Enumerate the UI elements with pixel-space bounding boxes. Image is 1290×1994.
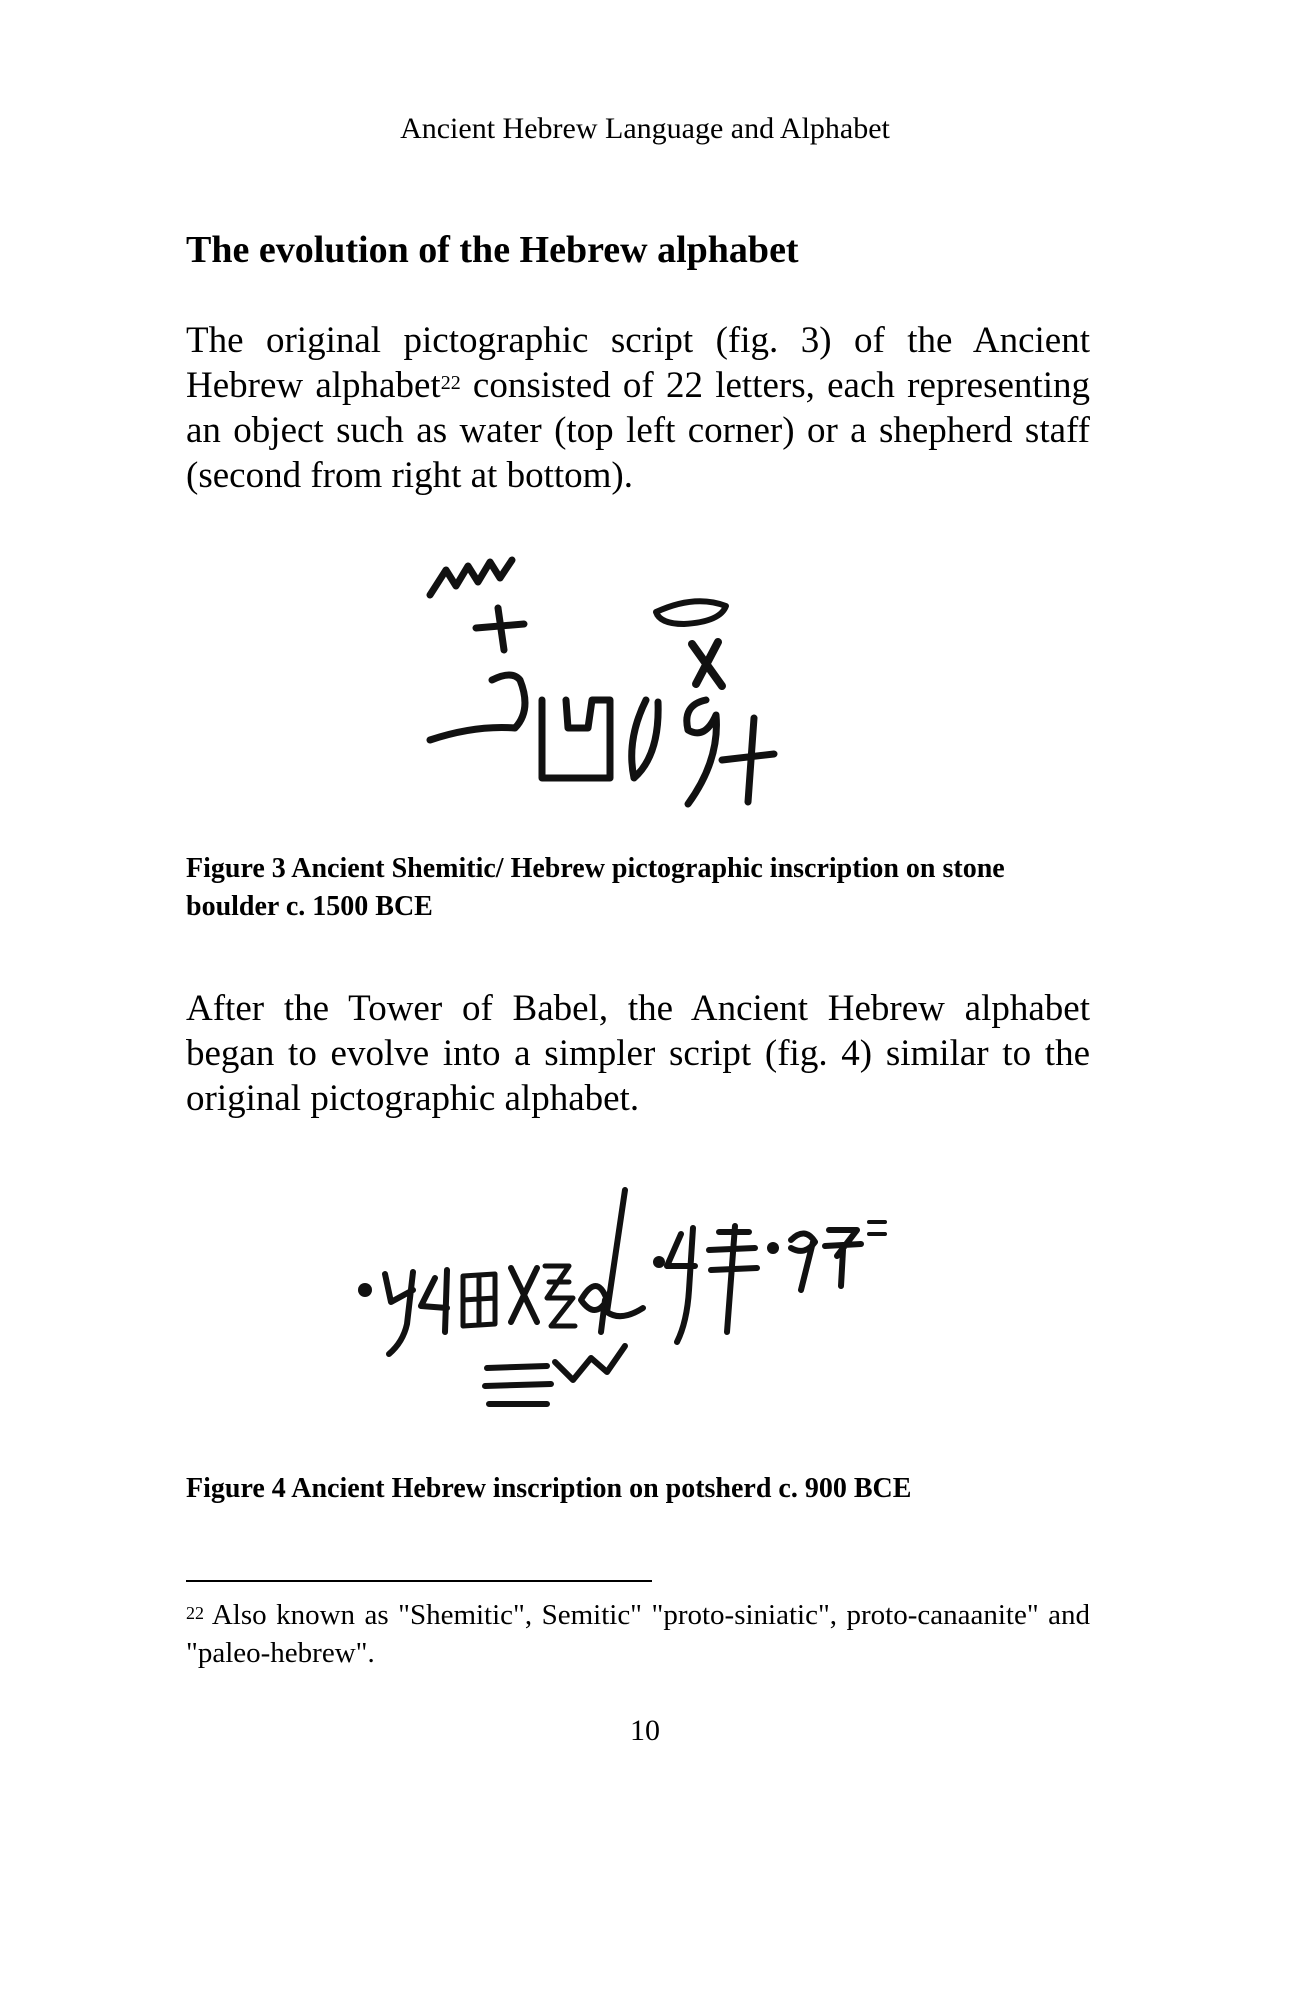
footnote-22: [186, 1596, 1090, 1672]
footnote-separator: [186, 1580, 652, 1582]
potsherd-inscription-drawing: [355, 1182, 935, 1442]
pictographic-inscription-drawing: [420, 550, 860, 820]
footnote-text: Also known as "Shemitic", Semitic" "proto-siniatic", proto-canaanite" and "paleo-hebrew".: [186, 1599, 1090, 1669]
figure-4-caption: Figure 4 Ancient Hebrew inscription on potsherd c. 900 BCE: [186, 1473, 912, 1504]
figure-3-caption: Figure 3 Ancient Shemitic/ Hebrew pictographic inscription on stone boulder c. 1500 BCE: [186, 853, 1005, 922]
figure-4-potsherd-inscription: [355, 1182, 935, 1442]
footnote-reference[interactable]: 22: [440, 372, 461, 394]
paragraph-text-before-ref: The original pictographic script (fig. 3) of the Ancient Hebrew alphabet: [186, 320, 1090, 406]
paragraph-tower-of-babel: After the Tower of Babel, the Ancient Hebrew alphabet began to evolve into a simpler script (fig. 4) similar to the original pictographic alphabet.: [186, 988, 1090, 1119]
footnote-number: 22: [186, 1603, 204, 1623]
paragraph-text-after-ref: consisted of 22 letters, each representing an object such as water (top left corner) or a shepherd staff (second from right at bottom).: [186, 365, 1090, 496]
figure-3-pictographic-inscription: [420, 550, 860, 820]
running-header: Ancient Hebrew Language and Alphabet: [400, 112, 890, 145]
paragraph-pictographic-script: [186, 318, 1090, 498]
section-heading: The evolution of the Hebrew alphabet: [186, 229, 799, 271]
page-number: 10: [630, 1714, 660, 1747]
